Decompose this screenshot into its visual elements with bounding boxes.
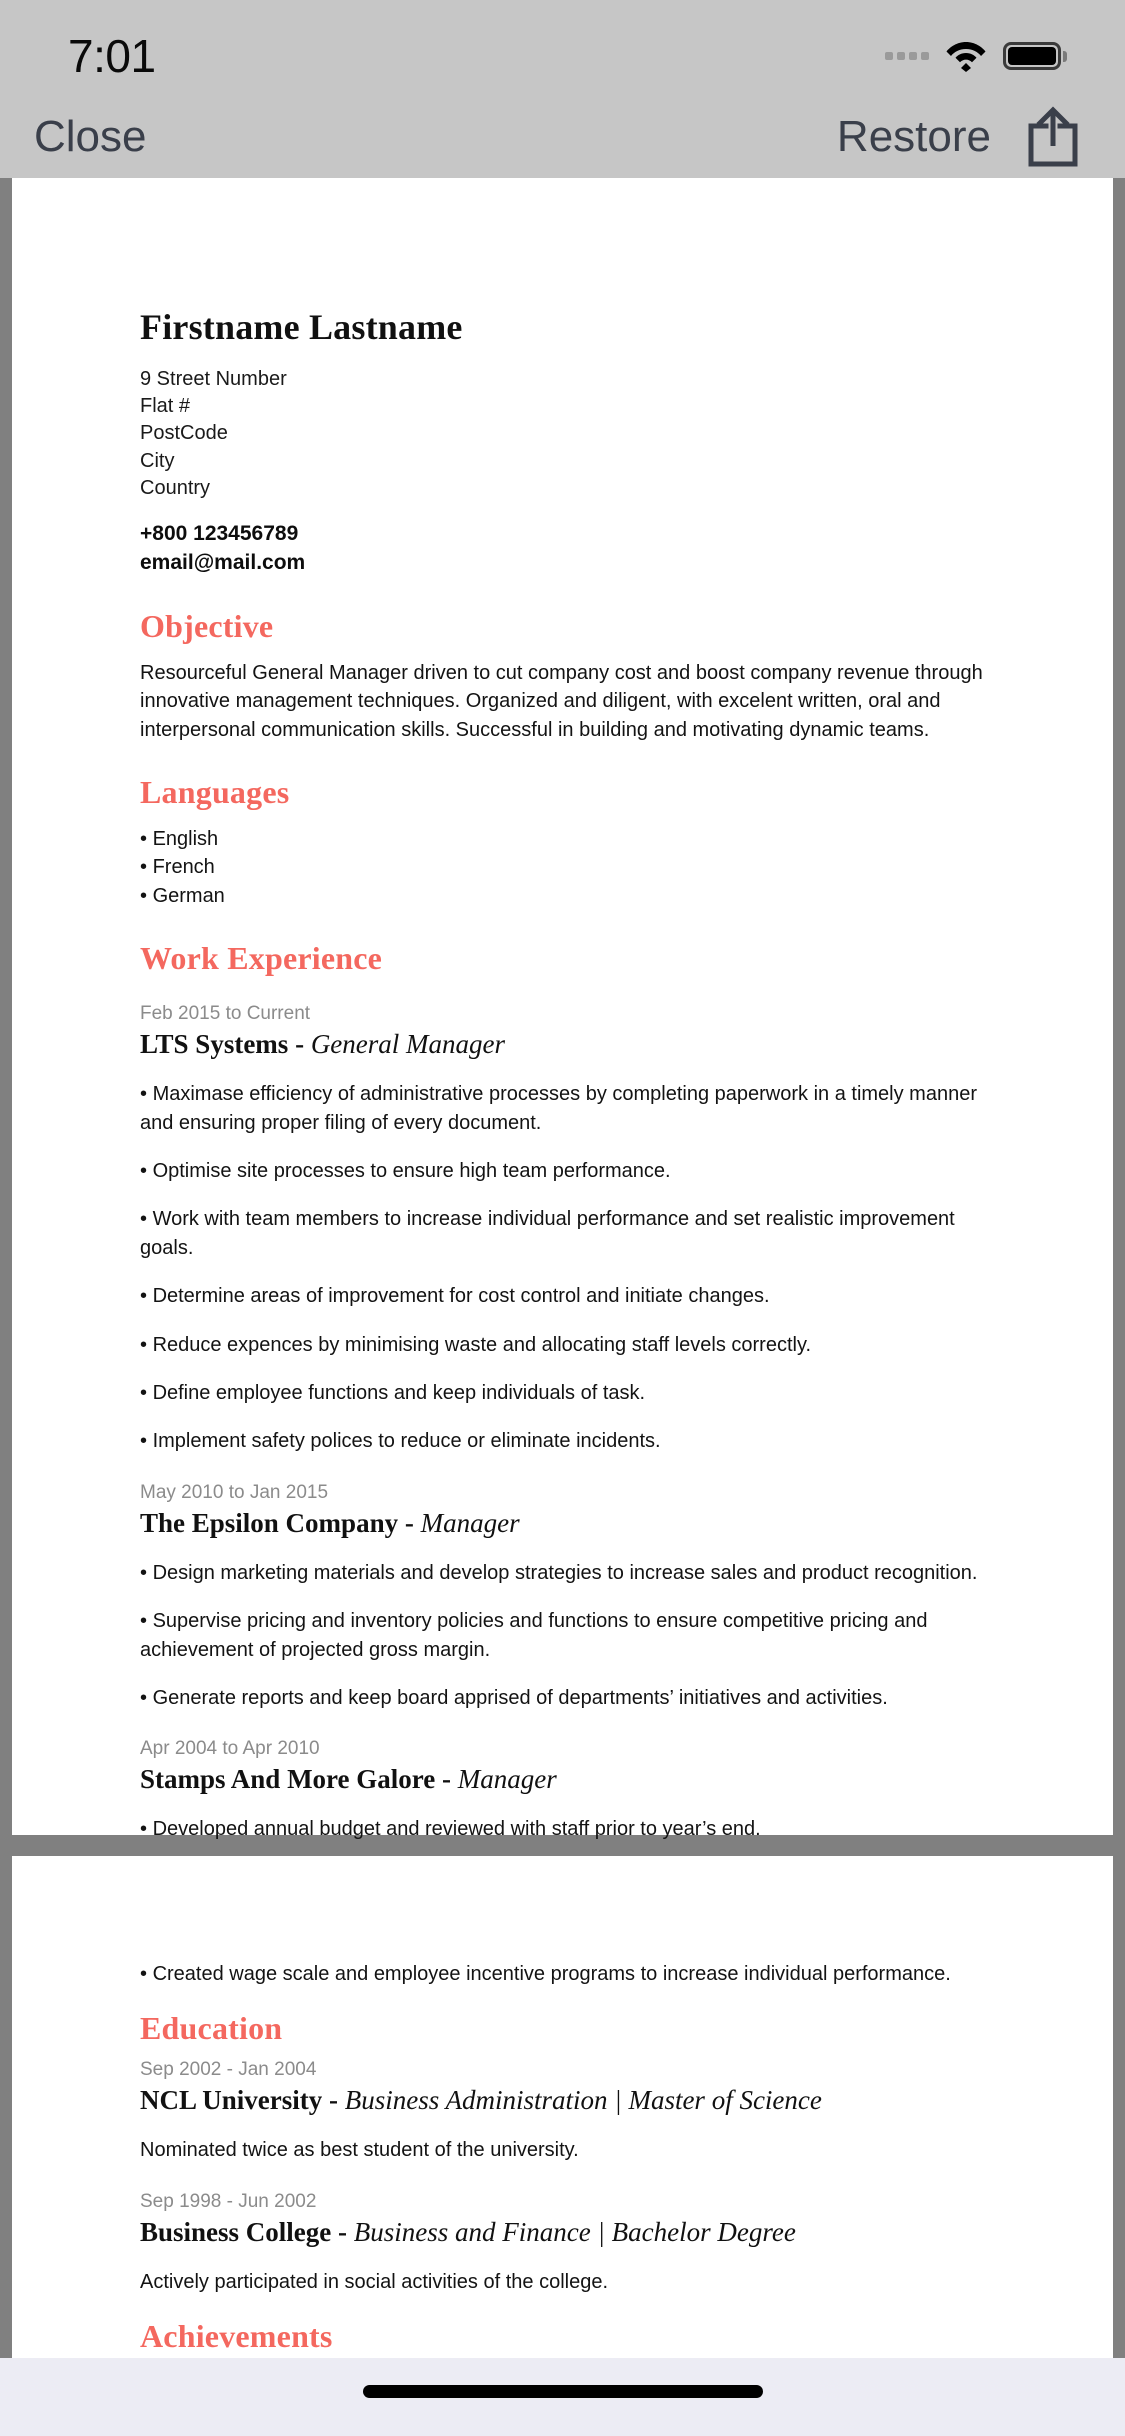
job-entry [140, 1003, 985, 1456]
document-scroll-area[interactable] [0, 178, 1125, 2358]
share-upload-icon[interactable] [1027, 106, 1079, 168]
education-entry [140, 2059, 985, 2164]
section-heading-work-experience: Work Experience [140, 940, 383, 977]
resume-address [140, 366, 985, 502]
address-line: Country [140, 476, 211, 499]
job-role: Manager [420, 1507, 520, 1538]
education-title [140, 2085, 985, 2116]
job-bullet: • Implement safety polices to reduce or eliminate incidents. [140, 1427, 985, 1455]
status-bar [0, 0, 1125, 96]
document-page-1 [12, 178, 1113, 1841]
battery-full-icon [1003, 42, 1067, 70]
list-item: • German [140, 882, 985, 910]
job-bullet: • Work with team members to increase individual performance and set realistic improvement goals. [140, 1205, 985, 1262]
section-heading-objective: Objective [140, 607, 274, 644]
job-date: Apr 2004 to Apr 2010 [140, 1738, 320, 1760]
phone-number: +800 123456789 [140, 521, 299, 545]
section-heading-languages: Languages [140, 774, 290, 811]
education-note: Nominated twice as best student of the university. [140, 2139, 579, 2162]
nav-right-group [837, 106, 1083, 168]
section-heading-education: Education [140, 2010, 283, 2047]
job-role: Manager [457, 1764, 557, 1795]
wifi-icon [945, 40, 987, 72]
list-item: • French [140, 853, 985, 881]
job-date: May 2010 to Jan 2015 [140, 1481, 329, 1503]
nav-left-group [34, 112, 147, 161]
bottom-bar [0, 2358, 1125, 2436]
home-indicator[interactable] [363, 2385, 763, 2398]
job-separator: - [288, 1029, 311, 1060]
job-bullet: • Created wage scale and employee incentive programs to increase individual performance. [140, 1960, 985, 1988]
signal-dots-icon [885, 52, 929, 60]
address-line: City [140, 449, 175, 472]
education-program: Business and Finance | Bachelor Degree [353, 2216, 796, 2247]
close-button[interactable]: Close [34, 112, 147, 161]
status-indicators [885, 40, 1067, 72]
address-line: Flat # [140, 395, 191, 418]
job-title [140, 1508, 985, 1539]
document-page-2 [12, 1856, 1113, 2358]
job-bullet: • Optimise site processes to ensure high team performance. [140, 1157, 985, 1185]
education-separator: - [331, 2216, 354, 2247]
education-date: Sep 1998 - Jun 2002 [140, 2190, 317, 2212]
job-bullet: • Generate reports and keep board apprised of departments’ initiatives and activities. [140, 1684, 985, 1712]
education-program: Business Administration | Master of Science [344, 2085, 822, 2116]
job-bullet: • Define employee functions and keep individuals of task. [140, 1379, 985, 1407]
job-bullet: • Supervise pricing and inventory policies and functions to ensure competitive pricing and achievement of projected gross margin. [140, 1607, 985, 1664]
job-company: The Epsilon Company [140, 1507, 399, 1538]
education-entry [140, 2191, 985, 2296]
education-separator: - [322, 2085, 345, 2116]
job-separator: - [398, 1507, 421, 1538]
resume-contact [140, 520, 985, 578]
job-bullet: • Developed annual budget and reviewed with staff prior to year’s end. [140, 1815, 985, 1843]
job-bullet: • Determine areas of improvement for cost control and initiate changes. [140, 1282, 985, 1310]
navigation-bar [0, 96, 1125, 178]
job-bullet: • Design marketing materials and develop strategies to increase sales and product recognition. [140, 1559, 985, 1587]
email-address: email@mail.com [140, 550, 306, 574]
section-heading-achievements: Achievements [140, 2318, 333, 2355]
education-school: NCL University [140, 2085, 323, 2116]
status-time: 7:01 [68, 30, 156, 82]
job-entry [140, 1482, 985, 1713]
education-date: Sep 2002 - Jan 2004 [140, 2059, 317, 2081]
education-school: Business College [140, 2216, 332, 2247]
restore-button[interactable]: Restore [836, 112, 991, 161]
languages-list [140, 825, 985, 910]
job-company: LTS Systems [140, 1029, 289, 1060]
resume-name: Firstname Lastname [140, 307, 463, 347]
education-title [140, 2217, 985, 2248]
job-date: Feb 2015 to Current [140, 1003, 311, 1025]
address-line: PostCode [140, 422, 228, 445]
list-item: • English [140, 825, 985, 853]
job-company: Stamps And More Galore [140, 1764, 436, 1795]
job-bullet: • Maximase efficiency of administrative processes by completing paperwork in a timely manner and ensuring proper filing of every document. [140, 1080, 985, 1137]
job-title [140, 1029, 985, 1060]
job-role: General Manager [310, 1029, 506, 1060]
job-title [140, 1764, 985, 1795]
job-separator: - [435, 1764, 458, 1795]
education-note: Actively participated in social activities of the college. [140, 2270, 609, 2293]
job-bullet: • Reduce expences by minimising waste and allocating staff levels correctly. [140, 1331, 985, 1359]
objective-text: Resourceful General Manager driven to cut company cost and boost company revenue through innovative management techniques. Organized and diligent, with excelent written, oral and interpersonal communication skills. Successful in building and motivating dynamic teams. [140, 661, 983, 741]
address-line: 9 Street Number [140, 368, 287, 390]
